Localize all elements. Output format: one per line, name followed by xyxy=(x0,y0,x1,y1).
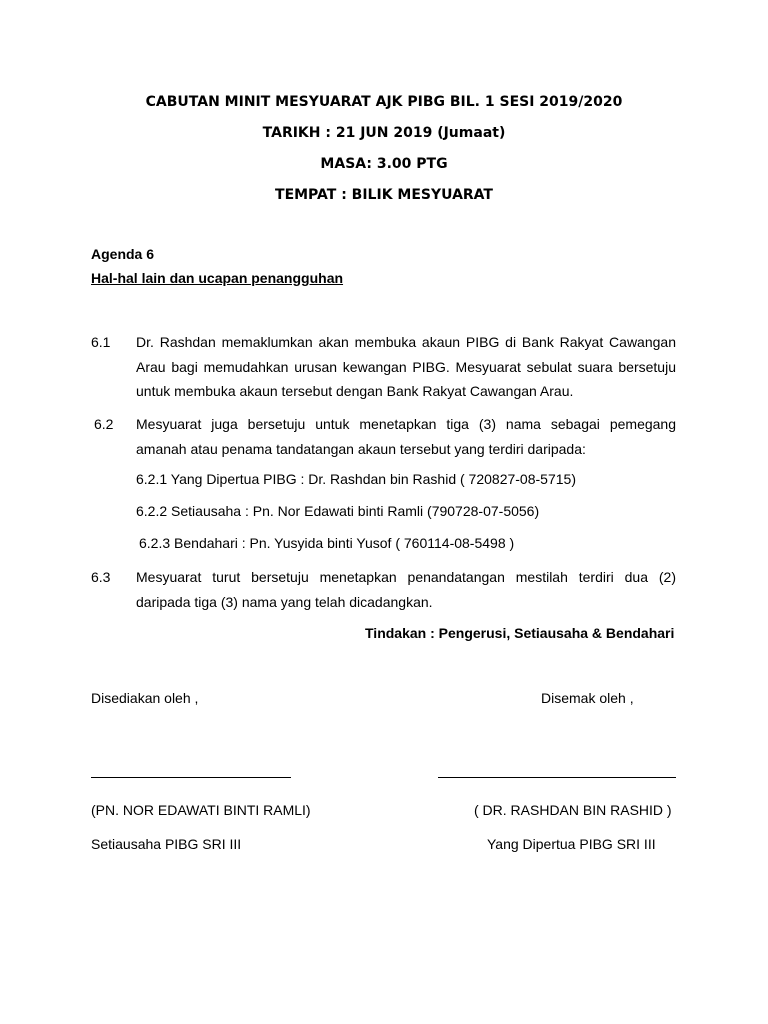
item-text-6-2: Mesyuarat juga bersetuju untuk menetapkan tiga (3) nama sebagai pemegang amanah atau penama tandatangan akaun tersebut yang terdiri daripada: xyxy=(136,416,676,457)
meeting-date: TARIKH : 21 JUN 2019 (Jumaat) xyxy=(262,125,506,141)
action-line: Tindakan : Pengerusi, Setiausaha & Bendahari xyxy=(365,625,675,641)
prepared-signature-line xyxy=(91,777,291,778)
checked-by-label: Disemak oleh , xyxy=(541,690,634,706)
agenda-title: Hal-hal lain dan ucapan penangguhan xyxy=(91,270,344,286)
item-text-6-3: Mesyuarat turut bersetuju menetapkan penandatangan mestilah terdiri dua (2) daripada tiga (3) nama yang telah dicadangkan. xyxy=(136,569,676,610)
item-number-6-2: 6.2 xyxy=(94,416,114,432)
prepared-by-position: Setiausaha PIBG SRI III xyxy=(91,836,242,852)
agenda-number: Agenda 6 xyxy=(91,246,155,262)
prepared-by-label: Disediakan oleh , xyxy=(91,690,199,706)
item-number-6-3: 6.3 xyxy=(91,569,111,585)
meeting-time: MASA: 3.00 PTG xyxy=(320,156,448,172)
item-text-6-1: Dr. Rashdan memaklumkan akan membuka akaun PIBG di Bank Rakyat Cawangan Arau bagi memudahkan urusan kewangan PIBG. Mesyuarat sebulat suara bersetuju untuk membuka akaun tersebut dengan Bank Rakyat Cawangan Arau. xyxy=(136,334,676,399)
checked-signature-line xyxy=(438,777,676,778)
item-number-6-1: 6.1 xyxy=(91,334,111,350)
document-title: CABUTAN MINIT MESYUARAT AJK PIBG BIL. 1 SESI 2019/2020 xyxy=(145,94,623,110)
prepared-by-name: (PN. NOR EDAWATI BINTI RAMLI) xyxy=(91,802,311,818)
meeting-venue: TEMPAT : BILIK MESYUARAT xyxy=(275,187,493,203)
checked-by-name: ( DR. RASHDAN BIN RASHID ) xyxy=(474,802,672,818)
signatory-item: 6.2.1 Yang Dipertua PIBG : Dr. Rashdan bin Rashid ( 720827-08-5715) xyxy=(136,471,576,487)
signatory-item: 6.2.2 Setiausaha : Pn. Nor Edawati binti Ramli (790728-07-5056) xyxy=(136,503,540,519)
checked-by-position: Yang Dipertua PIBG SRI III xyxy=(487,836,656,852)
signatory-item: 6.2.3 Bendahari : Pn. Yusyida binti Yusof ( 760114-08-5498 ) xyxy=(139,535,515,551)
